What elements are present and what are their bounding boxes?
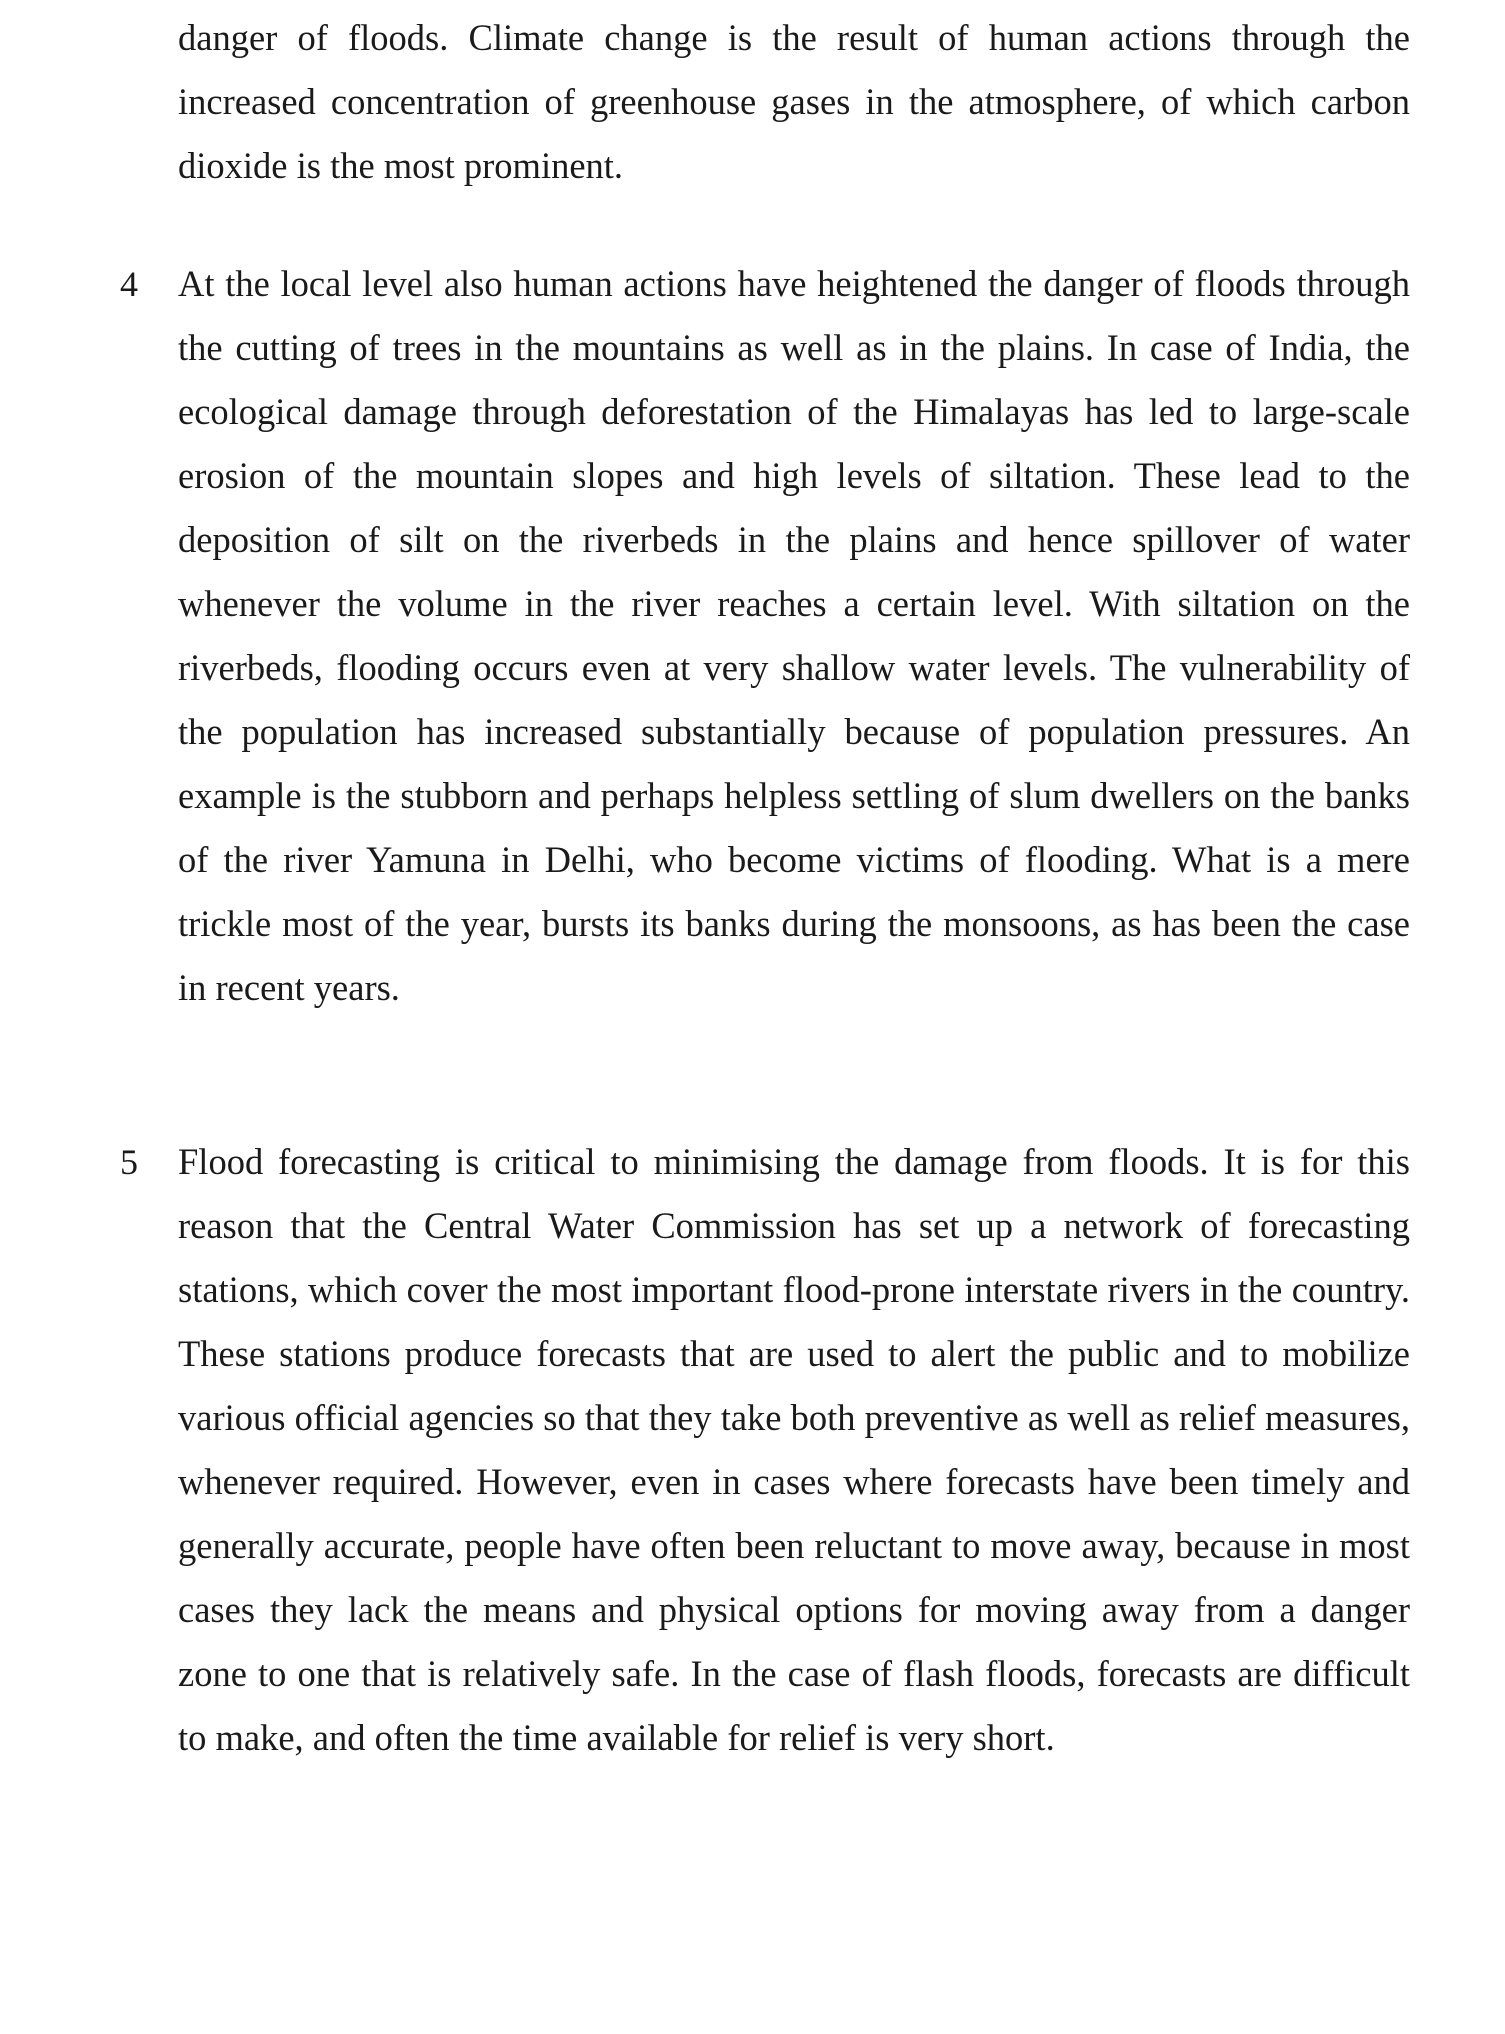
paragraph-5 xyxy=(120,1130,1410,1900)
paragraph-number: 5 xyxy=(120,1142,138,1182)
paragraph-4 xyxy=(120,252,1410,1122)
continuation-text: danger of floods. Climate change is the result of human actions through the increased concentration of greenhouse gases in the atmosphere, of which carbon dioxide is the most prominent. xyxy=(178,17,1410,186)
continuation-paragraph xyxy=(178,0,1410,198)
paragraph-number: 4 xyxy=(120,264,138,304)
paragraph-text: Flood forecasting is critical to minimising the damage from floods. It is for this reason that the Central Water Commission has set up a network of forecasting stations, which cover the most important flood-prone interstate rivers in the country. These stations produce forecasts that are used to alert the public and to mobilize various official agencies so that they take both preventive as well as relief measures, whenever required. However, even in cases where forecasts have been timely and generally accurate, people have often been reluctant to move away, because in most cases they lack the means and physical options for moving away from a danger zone to one that is relatively safe. In the case of flash floods, forecasts are difficult to make, and often the time available for relief is very short. xyxy=(178,1141,1410,1758)
paragraph-text: At the local level also human actions have heightened the danger of floods through the cutting of trees in the mountains as well as in the plains. In case of India, the ecological damage through deforestation of the Himalayas has led to large-scale erosion of the mountain slopes and high levels of siltation. These lead to the deposition of silt on the riverbeds in the plains and hence spillover of water whenever the volume in the river reaches a certain level. With siltation on the riverbeds, flooding occurs even at very shallow water levels. The vulnerability of the population has increased substantially because of population pressures. An example is the stubborn and perhaps helpless settling of slum dwellers on the banks of the river Yamuna in Delhi, who become victims of flooding. What is a mere trickle most of the year, bursts its banks during the monsoons, as has been the case in recent years. xyxy=(178,263,1410,1008)
